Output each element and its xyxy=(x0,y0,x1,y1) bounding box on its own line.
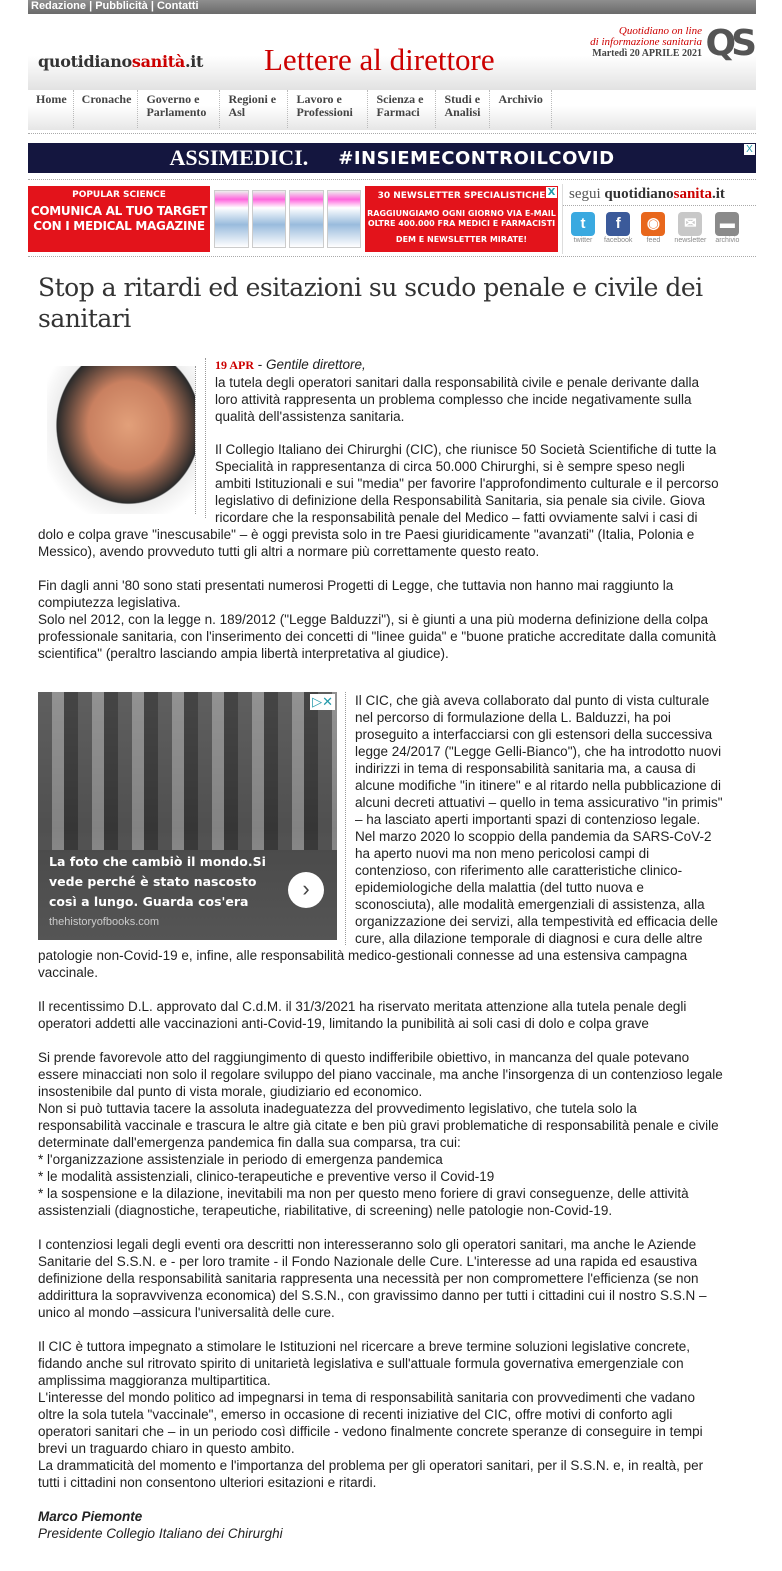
envelope-icon: ✉ xyxy=(678,212,702,236)
paragraph: I contenziosi legali degli eventi ora descritti non interesseranno solo gli operatori sanitari, ma anche le Aziende Sanitarie del S.S.N. e - per loro tramite - il Fondo Nazionale delle Cure. L'interesse ad una rapida ed esaustiva definizione della responsabilità sanitaria rappresenta una necessità per non compromettere l'efficienza (se non addirittura la sopravvivenza economica) del S.S.N., con gravissimo danno per tutti i cittadini cui il nostro S.S.N – unico al mondo –assicura l'universalità delle cure. xyxy=(38,1237,707,1320)
top-links-bar xyxy=(28,0,756,14)
salutation: Gentile direttore, xyxy=(266,357,366,372)
paragraph: Nel marzo 2020 lo scoppio della pandemia da SARS-CoV-2 ha aperto nuovi ma non meno pericolosi campi di contenzioso, con riferimento alle caratteristiche clinico-epidemiologiche della malattia (del tutto nuova e sconosciuta), alle modalità emergenziali di assistenza, alla organizzazione dei servizi, alla tempestività ed efficacia delle cure, alla dilazione temporale di diagnosi e xyxy=(355,829,718,946)
ad-right-line-2: RAGGIUNGIAMO OGNI GIORNO VIA E-MAIL OLTRE 400.000 FRA MEDICI E FARMACISTI xyxy=(367,209,556,228)
folder-icon: ▬ xyxy=(715,212,739,236)
article-intro xyxy=(215,356,723,425)
adchoices-icon[interactable]: ▷✕ xyxy=(312,694,333,709)
separator: | xyxy=(147,0,157,12)
nav-regioni-asl[interactable]: Regioni e Asl xyxy=(220,90,288,128)
follow-prefix: segui xyxy=(569,186,605,202)
paragraph: Il CIC, che già aveva collaborato dal punto di vista culturale nel percorso di formulazione della L. Balduzzi, ha poi proseguito a interfacciarsi con gli estensori della successiva legge 24/2017 ("Legge Gelli-Bianco"), che ha introdotto nuovi indirizzi in tema di responsabilità sanitaria ma, a causa di alcune modifiche "in itinere" e al ritardo nella pubblicazione di alcuni decreti attuativi – quello in tema assicurativo "in primis" – ha lasciato aperti importanti spazi di contenzioso legale. xyxy=(355,693,723,827)
site-logo[interactable] xyxy=(38,52,203,71)
ad-banner-medical-magazine[interactable] xyxy=(28,186,558,252)
paragraph: Il CIC è tuttora impegnato a stimolare le Istituzioni nel ricercare a breve termine soluzioni legislative concrete, fidando anche sul ritrovato spirito di unitarietà legislativa e sull'attuale formula governativa emergenziale con amplissima maggioranza multipartitica. xyxy=(38,1339,691,1388)
social-label: archivio xyxy=(715,237,740,244)
follow-title xyxy=(563,184,756,206)
twitter-icon: t xyxy=(571,212,595,236)
float-spacer xyxy=(38,441,215,526)
ad-left-text: COMUNICA AL TUO TARGET CON I MEDICAL MAGAZINE xyxy=(30,204,208,233)
author-role: Presidente Collegio Italiano dei Chirurghi xyxy=(38,1526,283,1541)
article-date: 19 APR xyxy=(215,358,254,372)
paragraph: Il recentissimo D.L. approvato dal C.d.M. il 31/3/2021 ha riservato meritata attenzione alla tutela penale degli operatori addetti alle vaccinazioni anti-Covid-19, limitando la punibilità ai soli casi di dolo e colpa grave xyxy=(38,999,687,1031)
link-contatti[interactable]: Contatti xyxy=(156,0,199,12)
masthead xyxy=(28,14,756,90)
logo-text-tld: .it xyxy=(184,52,204,71)
follow-site-red: sanita xyxy=(673,186,712,202)
nav-scienza-farmaci[interactable]: Scienza e Farmaci xyxy=(368,90,436,128)
ad-brand: ASSIMEDICI. xyxy=(169,145,309,170)
list-item: * l'organizzazione assistenziale in periodo di emergenza pandemica xyxy=(38,1152,443,1167)
ad-left-panel xyxy=(28,186,210,252)
social-label: facebook xyxy=(604,237,633,244)
link-redazione[interactable]: Redazione xyxy=(31,0,87,12)
signature xyxy=(38,1508,723,1542)
float-spacer xyxy=(38,692,355,947)
divider xyxy=(28,133,756,134)
section-title: Lettere al direttore xyxy=(264,42,495,77)
ad-close-icon[interactable]: X xyxy=(744,144,755,155)
article-title: Stop a ritardi ed esitazioni su scudo penale e civile dei sanitari xyxy=(38,273,703,333)
magazine-cover xyxy=(289,190,324,248)
facebook-icon: f xyxy=(606,212,630,236)
divider xyxy=(28,179,756,180)
ad-headline[interactable]: La foto che cambiò il mondo.Si vede perché è stato nascosto così a lungo. Guarda cos'era xyxy=(49,854,266,909)
social-label: newsletter xyxy=(674,237,707,244)
nav-archivio[interactable]: Archivio xyxy=(490,90,552,128)
paragraph: cura delle altre patologie non-Covid-19 e, infine, alle responsabilità medico-gestionali connesse ad una estensiva campagna vaccinale. xyxy=(38,931,703,980)
follow-box xyxy=(562,184,756,254)
tagline-line-2: di informazione sanitaria xyxy=(590,36,702,48)
social-newsletter[interactable] xyxy=(674,212,706,244)
magazine-cover xyxy=(214,190,249,248)
social-facebook[interactable] xyxy=(604,212,632,244)
nav-cronache[interactable]: Cronache xyxy=(74,90,139,128)
magazine-cover xyxy=(252,190,287,248)
social-label: twitter xyxy=(573,237,593,244)
social-twitter[interactable] xyxy=(571,212,595,244)
ad-banner-assimedici[interactable] xyxy=(28,143,756,173)
current-date: Martedì 20 APRILE 2021 xyxy=(592,48,702,59)
paragraph: Si prende favorevole atto del raggiungimento di questo indifferibile obiettivo, in mancanza del quale potevano essere minacciati non solo il regolare sviluppo del piano vaccinale, ma anche l'insorgenza di un contenzioso legale insostenibile dal punto di vista morale, giudiziario ed economico. xyxy=(38,1050,723,1099)
tagline xyxy=(590,26,702,59)
ad-publisher: POPULAR SCIENCE xyxy=(72,190,166,200)
paragraph: Solo nel 2012, con la legge n. 189/2012 ("Legge Balduzzi"), si è giunti a una più moderna definizione della colpa professionale sanitaria, con l'inserimento dei concetti di "linee guida" e "buone pratiche accreditate dalla comunità scientifica" (peraltro lasciando ampia libertà interpretativa al giudice). xyxy=(38,612,717,661)
paragraph: Il Collegio Italiano dei Chirurghi (CIC), che riunisce 50 Società Scientifiche di tutte la Specialità in rappresentanza di circa 50.000 Chirurghi, si è sempre speso negli ambiti Istituzionali e sui "media" per favorire l'approfondimento culturale e il percorso legislativo di definizione della Responsabilità Sanitaria, sia penale sia civile. Giova ricordare che la responsabilità penale del Medico – fatti ovviamente salvi i casi di dolo e colpa grave "inescusabile" – è oggi prevista solo in tre Paesi giuridicamente "avanzati" (Italia, Polonia e Messico), avendo provveduto tutti gli altri a normare più correttamente questo reato. xyxy=(38,442,719,559)
social-archivio[interactable] xyxy=(715,212,739,244)
logo-text-red: sanità xyxy=(131,52,185,71)
paragraph: Non si può tuttavia tacere la assoluta inadeguatezza del provvedimento legislativo, che tutela solo la responsabilità vaccinale e trascura le altre già citate e ben più gravi problematiche di responsabilità penale e civile determinate dall'emergenza pandemica fin dalla sua comparsa, tra cui: xyxy=(38,1101,719,1150)
list-item: * le modalità assistenziali, clinico-terapeutiche e preventive verso il Covid-19 xyxy=(38,1169,495,1184)
list-item: * la sospensione e la dilazione, inevitabili ma non per questo meno foriere di gravi conseguenze, delle attività assistenziali (diagnostiche, terapeutiche, riabilitative, di screening) nelle patologie non-Covid-19. xyxy=(38,1186,689,1218)
nav-governo-parlamento[interactable]: Governo e Parlamento xyxy=(138,90,220,128)
ad-right-line-1: 30 NEWSLETTER SPECIALISTICHE xyxy=(377,191,546,201)
nav-studi-analisi[interactable]: Studi e Analisi xyxy=(436,90,490,128)
tagline-line-1: Quotidiano on line xyxy=(618,25,702,37)
social-links xyxy=(563,206,756,244)
chevron-right-icon[interactable]: › xyxy=(288,872,324,908)
article-body-continued xyxy=(38,441,723,679)
separator: | xyxy=(86,0,96,12)
dash: - xyxy=(254,357,266,372)
ad-magazine-images xyxy=(210,186,365,252)
paragraph: L'interesse del mondo politico ad impegnarsi in tema di responsabilità sanitaria con provvedimenti che vadano oltre la sola tutela "vaccinale", emerso in occasione di recenti iniziative del CIC, offre motivi di conforto agli operatori sanitari che – in un periodo così difficile - vedono finalmente concrete speranze di conseguire in tempi brevi un traguardo chiaro in questo ambito. xyxy=(38,1390,703,1456)
magazine-cover xyxy=(327,190,362,248)
ad-right-panel xyxy=(365,186,558,252)
main-nav xyxy=(28,90,756,130)
article-body xyxy=(38,356,723,442)
follow-site-tld: .it xyxy=(711,186,725,202)
ad-hashtag: #INSIEMECONTROILCOVID xyxy=(338,147,615,169)
qs-logo-icon[interactable]: QS xyxy=(705,23,752,64)
author-name: Marco Piemonte xyxy=(38,1509,143,1524)
social-feed[interactable] xyxy=(641,212,665,244)
follow-site: quotidiano xyxy=(604,186,674,202)
ad-close-icon[interactable]: X xyxy=(547,187,556,198)
paragraph: Fin dagli anni '80 sono stati presentati numerosi Progetti di Legge, che tuttavia non hanno mai raggiunto la compiutezza legislativa. xyxy=(38,578,674,610)
logo-text: quotidiano xyxy=(38,52,132,71)
nav-home[interactable]: Home xyxy=(28,90,74,128)
paragraph: La drammaticità del momento e l'importanza del problema per gli operatori sanitari, per il S.S.N. e, in realtà, per tutti i cittadini non consentono ulteriori esitazioni e ritardi. xyxy=(38,1458,704,1490)
nav-lavoro-professioni[interactable]: Lavoro e Professioni xyxy=(288,90,368,128)
paragraph: la tutela degli operatori sanitari dalla responsabilità civile e penale derivante dalla loro attività rappresenta un problema complesso che incide negativamente sulla qualità dell'assistenza sanitaria. xyxy=(215,375,700,424)
ad-right-line-3: DEM E NEWSLETTER MIRATE! xyxy=(395,235,528,244)
rss-feed-icon: ◉ xyxy=(641,212,665,236)
article-body-lower xyxy=(38,692,723,1542)
divider xyxy=(28,256,756,257)
social-label: feed xyxy=(646,237,661,244)
link-pubblicita[interactable]: Pubblicità xyxy=(95,0,148,12)
ad-source: thehistoryofbooks.com xyxy=(49,916,160,928)
